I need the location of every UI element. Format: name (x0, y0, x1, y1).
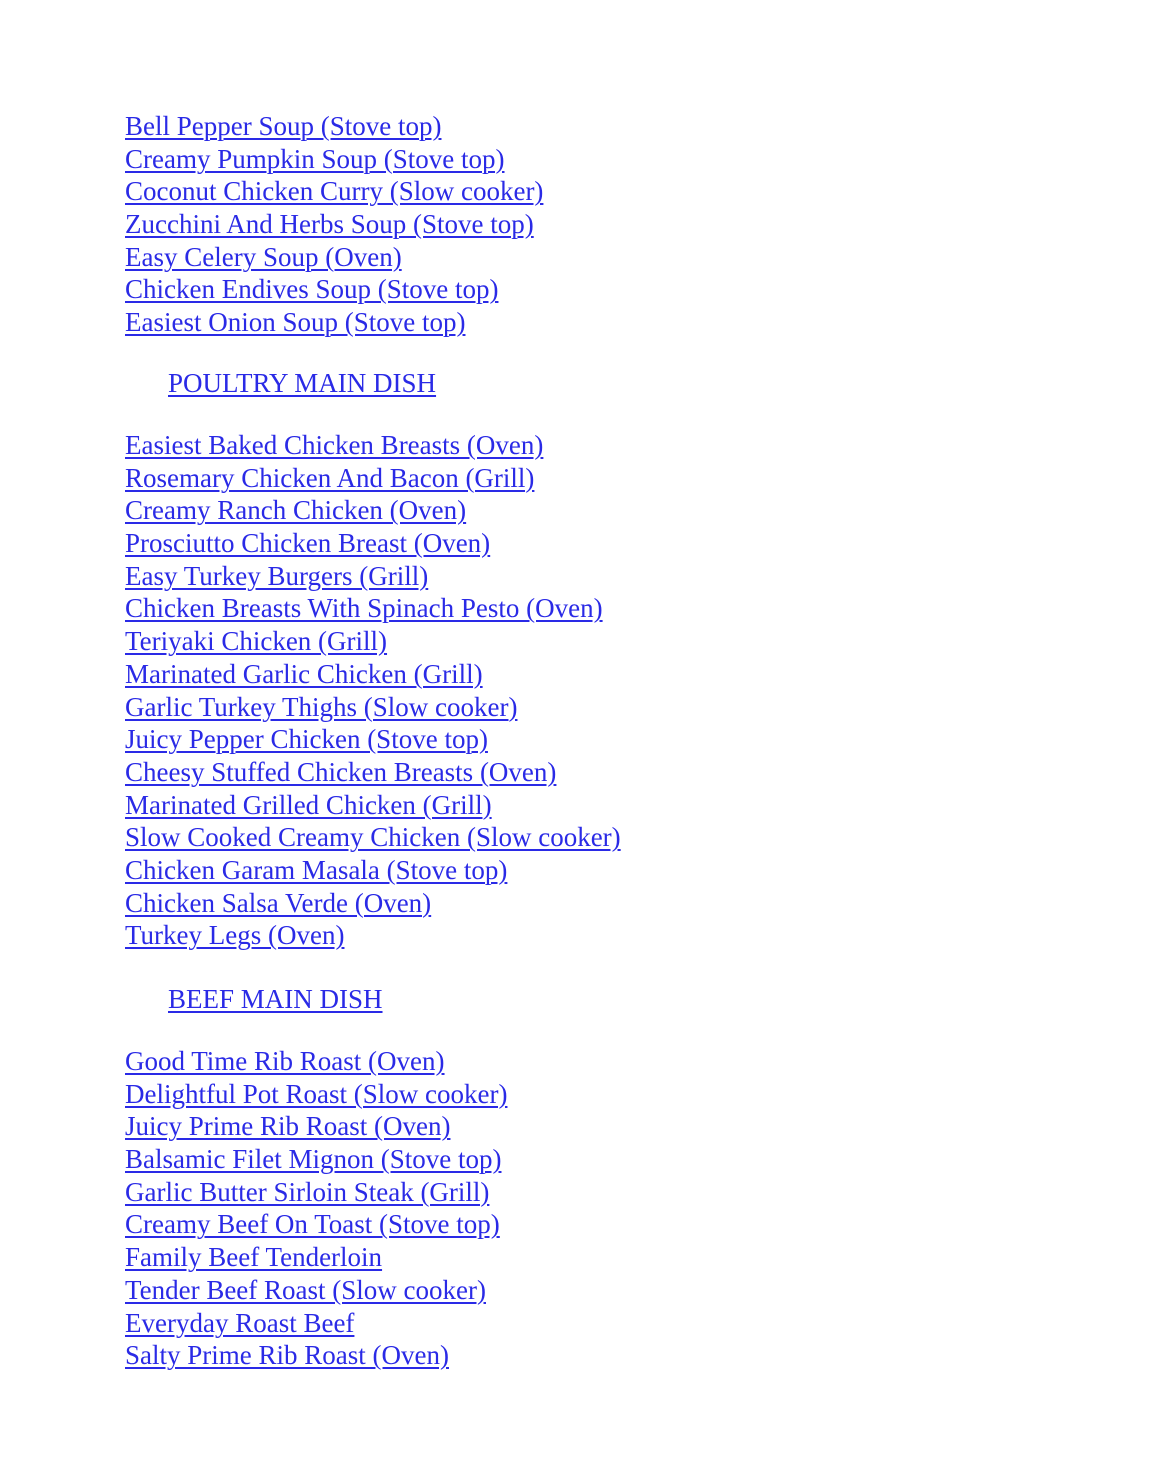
poultry-list (125, 429, 1025, 952)
recipe-link[interactable]: Chicken Garam Masala (Stove top) (125, 854, 508, 885)
recipe-link[interactable]: Marinated Garlic Chicken (Grill) (125, 658, 483, 689)
recipe-link[interactable]: Everyday Roast Beef (125, 1307, 355, 1338)
soup-list (125, 110, 1025, 339)
recipe-link[interactable]: Turkey Legs (Oven) (125, 920, 345, 951)
recipe-link[interactable]: Easiest Onion Soup (Stove top) (125, 307, 466, 338)
recipe-link[interactable]: Creamy Pumpkin Soup (Stove top) (125, 143, 505, 174)
recipe-link[interactable]: Juicy Pepper Chicken (Stove top) (125, 724, 488, 755)
recipe-link[interactable]: Salty Prime Rib Roast (Oven) (125, 1340, 449, 1371)
recipe-link[interactable]: Prosciutto Chicken Breast (Oven) (125, 528, 491, 559)
recipe-link[interactable]: Delightful Pot Roast (Slow cooker) (125, 1078, 508, 1109)
recipe-link[interactable]: Rosemary Chicken And Bacon (Grill) (125, 462, 535, 493)
recipe-link[interactable]: Cheesy Stuffed Chicken Breasts (Oven) (125, 756, 557, 787)
recipe-link[interactable]: Juicy Prime Rib Roast (Oven) (125, 1111, 451, 1142)
recipe-link[interactable]: Easiest Baked Chicken Breasts (Oven) (125, 430, 544, 460)
recipe-link[interactable]: Tender Beef Roast (Slow cooker) (125, 1274, 486, 1305)
recipe-link[interactable]: Zucchini And Herbs Soup (Stove top) (125, 209, 534, 240)
recipe-link[interactable]: Good Time Rib Roast (Oven) (125, 1046, 445, 1076)
recipe-link[interactable]: Family Beef Tenderloin (125, 1242, 383, 1273)
recipe-link[interactable]: Easy Turkey Burgers (Grill) (125, 560, 429, 591)
recipe-link[interactable]: Chicken Salsa Verde (Oven) (125, 887, 432, 918)
recipe-link[interactable]: Chicken Breasts With Spinach Pesto (Oven) (125, 593, 603, 624)
recipe-link[interactable]: Easy Celery Soup (Oven) (125, 241, 402, 272)
recipe-link[interactable]: Garlic Butter Sirloin Steak (Grill) (125, 1176, 490, 1207)
recipe-link[interactable]: Marinated Grilled Chicken (Grill) (125, 789, 492, 820)
poultry-section-heading[interactable]: POULTRY MAIN DISH (168, 368, 437, 398)
recipe-link[interactable]: Bell Pepper Soup (Stove top) (125, 111, 442, 141)
beef-list (125, 1045, 1025, 1372)
recipe-link[interactable]: Teriyaki Chicken (Grill) (125, 626, 388, 657)
recipe-link[interactable]: Garlic Turkey Thighs (Slow cooker) (125, 691, 518, 722)
recipe-link[interactable]: Creamy Ranch Chicken (Oven) (125, 495, 467, 526)
beef-section-heading[interactable]: BEEF MAIN DISH (168, 984, 383, 1014)
recipe-link[interactable]: Coconut Chicken Curry (Slow cooker) (125, 176, 544, 207)
recipe-link[interactable]: Slow Cooked Creamy Chicken (Slow cooker) (125, 822, 621, 853)
recipe-link[interactable]: Balsamic Filet Mignon (Stove top) (125, 1144, 502, 1175)
recipe-link[interactable]: Chicken Endives Soup (Stove top) (125, 274, 499, 305)
recipe-link[interactable]: Creamy Beef On Toast (Stove top) (125, 1209, 500, 1240)
